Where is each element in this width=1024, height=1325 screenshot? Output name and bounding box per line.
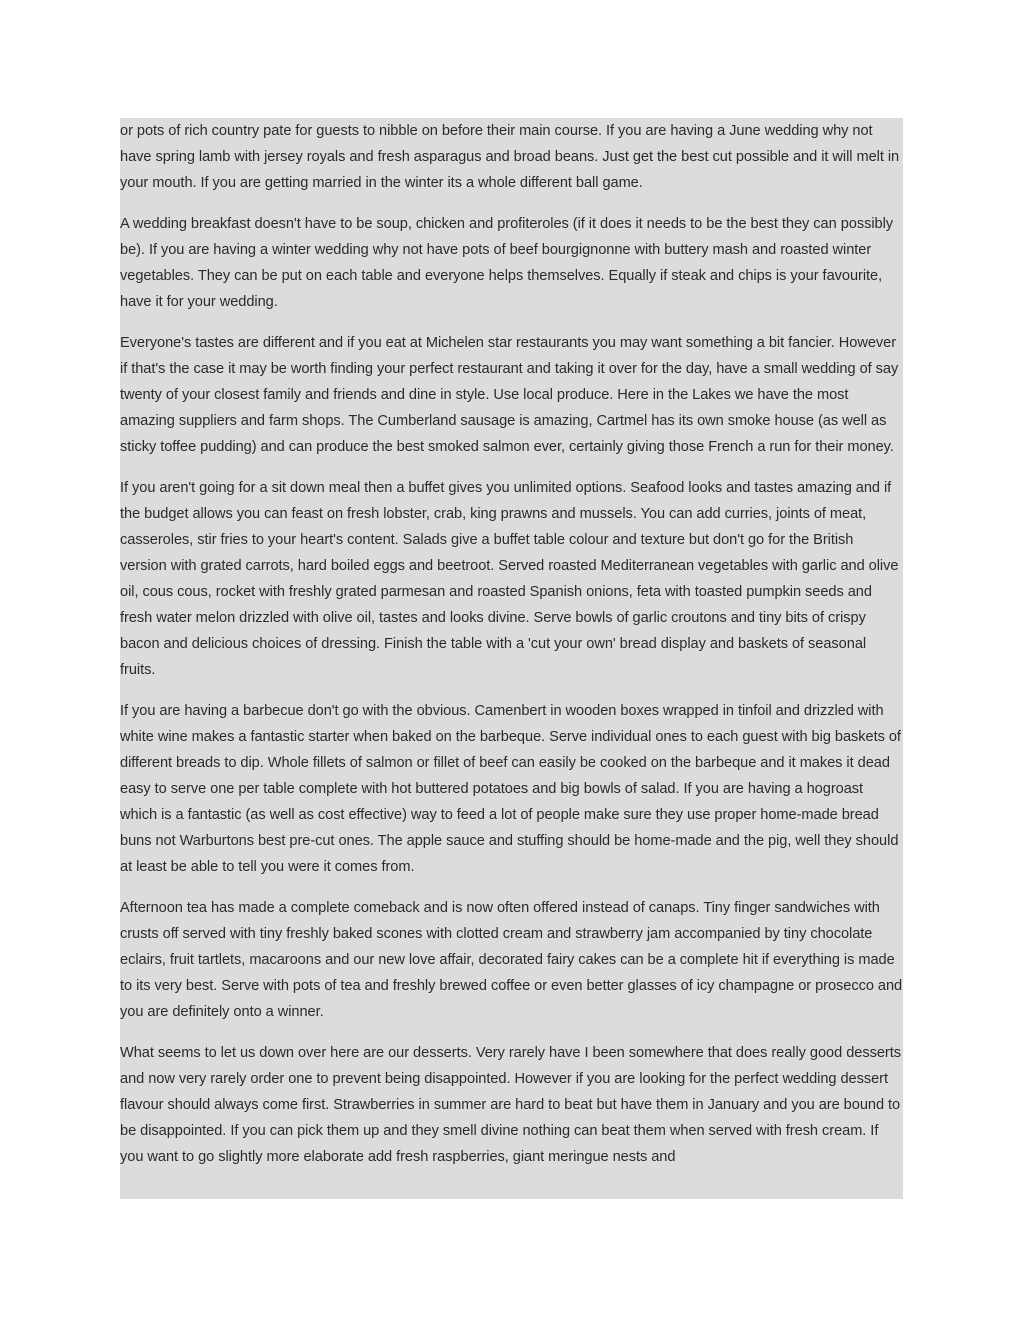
paragraph-desserts: What seems to let us down over here are our desserts. Very rarely have I been somewhere that does really good desserts and now very rarely order one to prevent being disappointed. However if you are looking for the perfect wedding dessert flavour should always come first. Strawberries in summer are hard to beat but have them in January and you are bound to be disappointed. If you can pick them up and they smell divine nothing can beat them when served with fresh cream. If you want to go slightly more elaborate add fresh raspberries, giant meringue nests and: [120, 1045, 901, 1165]
paragraph-pate-and-spring-lamb: or pots of rich country pate for guests to nibble on before their main course. If you are having a June wedding why not have spring lamb with jersey royals and fresh asparagus and broad beans. Just get the best cut possible and it will melt in your mouth. If you are getting married in the winter its a whole different ball game.: [120, 123, 900, 191]
highlighted-text-block: [120, 118, 903, 1199]
paragraph-tastes-and-local-produce: Everyone's tastes are different and if you eat at Michelen star restaurants you may want something a bit fancier. However if that's the case it may be worth finding your perfect restaurant and taking it over for the day, have a small wedding of say twenty of your closest family and friends and dine in style. Use local produce. Here in the Lakes we have the most amazing suppliers and farm shops. The Cumberland sausage is amazing, Cartmel has its own smoke house (as well as sticky toffee pudding) and can produce the best smoked salmon ever, certainly giving those French a run for their money.: [120, 335, 899, 455]
paragraph-wedding-breakfast: A wedding breakfast doesn't have to be soup, chicken and profiteroles (if it does it needs to be the best they can possibly be). If you are having a winter wedding why not have pots of beef bourgignonne with buttery mash and roasted winter vegetables. They can be put on each table and everyone helps themselves. Equally if steak and chips is your favourite, have it for your wedding.: [120, 216, 894, 310]
paragraph-buffet: If you aren't going for a sit down meal then a buffet gives you unlimited options. Seafood looks and tastes amazing and if the budget allows you can feast on fresh lobster, crab, king prawns and mussels. You can add curries, joints of meat, casseroles, stir fries to your heart's content. Salads give a buffet table colour and texture but don't go for the British version with grated carrots, hard boiled eggs and beetroot. Served roasted Mediterranean vegetables with garlic and olive oil, cous cous, rocket with freshly grated parmesan and roasted Spanish onions, feta with toasted pumpkin seeds and fresh water melon drizzled with olive oil, tastes and looks divine. Serve bowls of garlic croutons and tiny bits of crispy bacon and delicious choices of dressing. Finish the table with a 'cut your own' bread display and baskets of seasonal fruits.: [120, 480, 899, 678]
paragraph-afternoon-tea: Afternoon tea has made a complete comeback and is now often offered instead of canaps. Tiny finger sandwiches with crusts off served with tiny freshly baked scones with clotted cream and strawberry jam accompanied by tiny chocolate eclairs, fruit tartlets, macaroons and our new love affair, decorated fairy cakes can be a complete hit if everything is made to its very best. Serve with pots of tea and freshly brewed coffee or even better glasses of icy champagne or prosecco and you are definitely onto a winner.: [120, 900, 903, 1020]
paragraph-barbecue: If you are having a barbecue don't go with the obvious. Camenbert in wooden boxes wrapped in tinfoil and drizzled with white wine makes a fantastic starter when baked on the barbeque. Serve individual ones to each guest with big baskets of different breads to dip. Whole fillets of salmon or fillet of beef can easily be cooked on the barbeque and it makes it dead easy to serve one per table complete with hot buttered potatoes and big bowls of salad. If you are having a hogroast which is a fantastic (as well as cost effective) way to feed a lot of people make sure they use proper home-made bread buns not Warburtons best pre-cut ones. The apple sauce and stuffing should be home-made and the pig, well they should at least be able to tell you were it comes from.: [120, 703, 901, 875]
